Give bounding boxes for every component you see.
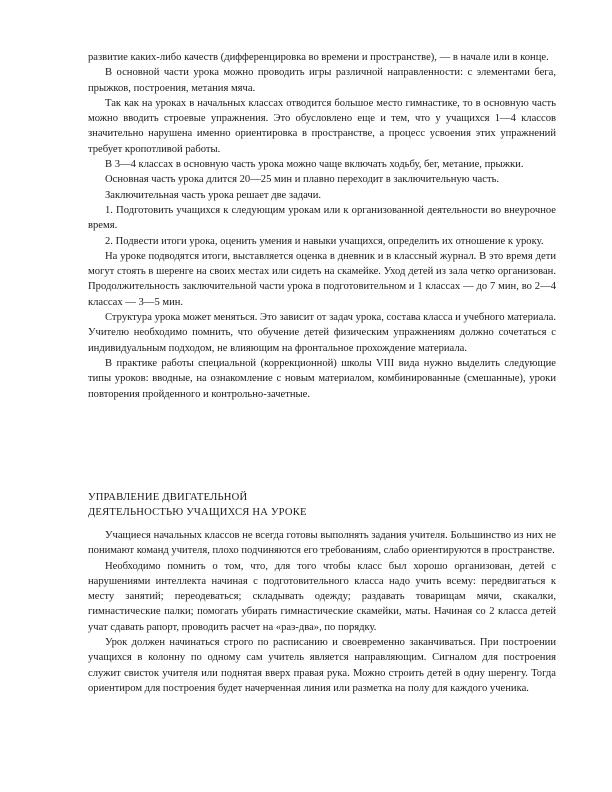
paragraph: В 3—4 классах в основную часть урока можно чаще включать ходьбу, бег, метание, прыжки. bbox=[105, 159, 524, 171]
paragraph: развитие каких-либо качеств (дифференцировка во времени и пространстве), — в начале или в конце. bbox=[88, 52, 549, 63]
paragraph: Так как на уроках в начальных классах отводится большое место гимнастике, то в основную часть можно вводить строевые упражнения. Это обусловлено еще и тем, что у учащихся 1—4 классов значительно нарушена именно ориентировка в пространстве, а процесс усвоения этих упражнений требует кропотливой работы. bbox=[88, 97, 556, 155]
paragraph: 2. Подвести итоги урока, оценить умения и навыки учащихся, определить их отношение к уроку. bbox=[105, 235, 544, 247]
body-text-section-1 bbox=[88, 50, 556, 402]
paragraph: Урок должен начинаться строго по расписанию и своевременно заканчиваться. При построении учащихся в колонну по одному сам учитель является направляющим. Сигналом для построения служит свисток учителя или поднятая вверх правая рука. Можно строить детей в одну шеренгу. Тогда ориентиром для построения будет начерченная линия или разметка на полу для каждого ученика. bbox=[88, 637, 556, 694]
paragraph: На уроке подводятся итоги, выставляется оценка в дневник и в классный журнал. В это время дети могут стоять в шеренге на своих местах или сидеть на скамейке. Уход детей из зала четко организован. Продолжительность заключительной части урока в подготовительном и 1 классах — до 7 мин, во 2—4 классах — 3—5 мин. bbox=[88, 250, 556, 308]
paragraph: Основная часть урока длится 20—25 мин и плавно переходит в заключительную часть. bbox=[105, 174, 500, 186]
paragraph: Учащиеся начальных классов не всегда готовы выполнять задания учителя. Большинство из них не понимают команд учителя, плохо подчиняются его требованиям, слабо ориентируются в пространстве. bbox=[88, 530, 556, 557]
paragraph: Заключительная часть урока решает две задачи. bbox=[105, 189, 322, 201]
paragraph: Структура урока может меняться. Это зависит от задач урока, состава класса и учебного материала. Учителю необходимо помнить, что обучение детей физическим упражнениям должно сочетаться с индивидуальным подходом, не влияющим на фронтальное прохождение материала. bbox=[88, 312, 556, 354]
paragraph: В практике работы специальной (коррекционной) школы VIII вида нужно выделить следующие типы уроков: вводные, на ознакомление с новым материалом, комбинированные (смешанные), уроки повторения пройденного и контрольно-зачетные. bbox=[88, 357, 556, 400]
paragraph: 1. Подготовить учащихся к следующим урокам или к организованной деятельности во внеурочное время. bbox=[88, 204, 556, 232]
paragraph: Необходимо помнить о том, что, для того чтобы класс был хорошо организован, детей с нарушениями интеллекта начиная с подготовительного класса надо учить всему: передвигаться к месту занятий; переодеваться; складывать одежду; раздавать товарищам мячи, скакалки, гимнастические палки; помогать убирать гимнастические скамейки, маты. Начиная со 2 класса детей учат сдавать рапорт, проводить расчет на «раз-два», по порядку. bbox=[88, 560, 556, 633]
section-heading bbox=[88, 490, 548, 520]
heading-line: УПРАВЛЕНИЕ ДВИГАТЕЛЬНОЙ bbox=[88, 492, 248, 503]
body-text-section-2 bbox=[88, 528, 556, 696]
heading-line: ДЕЯТЕЛЬНОСТЬЮ УЧАЩИХСЯ НА УРОКЕ bbox=[88, 507, 307, 518]
paragraph: В основной части урока можно проводить игры различной направленности: с элементами бега, прыжков, построения, метания мяча. bbox=[88, 67, 556, 94]
